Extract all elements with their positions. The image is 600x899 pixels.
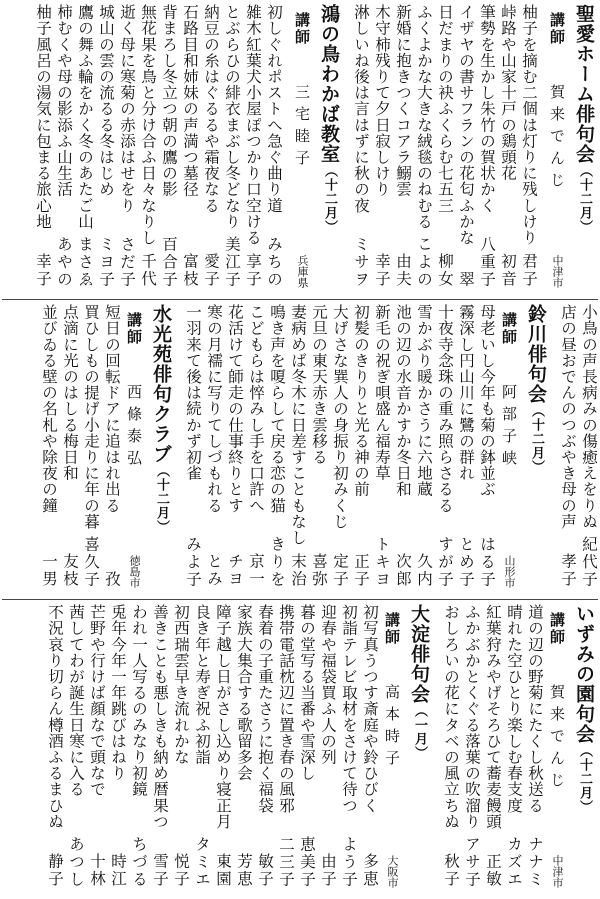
haiku-author: 富枝 — [181, 253, 199, 288]
haiku-author: ミヨ子 — [97, 235, 115, 288]
block-middle — [2, 304, 599, 596]
haiku-text: 城山の雲の流るる冬はじめ — [97, 4, 115, 198]
suikoen-title-text: 水光苑俳句クラブ — [150, 304, 172, 464]
haiku-item — [149, 604, 170, 894]
haiku-author: まさゑ — [76, 235, 94, 288]
haiku-item — [350, 304, 371, 594]
haiku-text: 晴れた空ひとり楽しむ春支度 — [505, 604, 523, 814]
suikoen-city: 徳島市 — [128, 555, 141, 588]
haiku-author: さだ子 — [118, 235, 136, 288]
haiku-author: みちの — [265, 235, 283, 288]
haiku-text: ふかぶかとくぐる落葉の吹溜り — [463, 604, 481, 830]
haiku-item — [413, 4, 434, 294]
haiku-item — [107, 604, 128, 894]
izumi-city: 中津市 — [551, 855, 564, 888]
seiai-title-text: 聖愛ホーム俳句会 — [573, 4, 595, 164]
haiku-text: ふくよかな大きな絨毯のねむる — [415, 4, 433, 230]
haiku-text: 初詣テレビ取材をさけて待つ — [340, 604, 358, 814]
suikoen-instructor-label: 講師 — [125, 312, 143, 346]
izumi-month: （十二月） — [577, 744, 592, 814]
block-bottom — [2, 604, 599, 896]
haiku-item — [413, 304, 434, 594]
haiku-author: タミエ — [193, 835, 211, 888]
haiku-author: 幸子 — [34, 253, 52, 288]
haiku-text: 十夜寺念珠の重み照らさるる — [436, 304, 454, 514]
haiku-author: 美江子 — [223, 235, 241, 288]
suzukawa-city: 山形市 — [503, 555, 516, 588]
haiku-text: こどもらは悴みし手を口許へ — [247, 304, 265, 514]
haiku-author: 柳女 — [436, 253, 454, 288]
haiku-author: アサ子 — [463, 835, 481, 888]
haiku-text: 初写真うつす斎庭や鈴ひびく — [361, 604, 379, 814]
haiku-author: 久内 — [415, 553, 433, 588]
haiku-author: 喜久子 — [82, 535, 100, 588]
oyodo-city: 大阪市 — [386, 855, 399, 888]
haiku-text: 春着の子重たさうに抱く福袋 — [256, 604, 274, 814]
haiku-author: 幸子 — [373, 253, 391, 288]
haiku-author: とめ子 — [457, 535, 475, 588]
haiku-item — [65, 604, 86, 894]
haiku-item — [287, 304, 308, 594]
suzukawa-month: （十二月） — [529, 404, 544, 474]
kounotori-city: 兵庫県 — [296, 255, 309, 288]
haiku-item — [455, 304, 476, 594]
izumi-instructor-label: 講師 — [548, 612, 566, 646]
haiku-text: 柚子を摘む二個は灯りに残しけり — [520, 4, 538, 246]
haiku-author: 十林 — [88, 853, 106, 888]
seiai-title — [569, 4, 599, 294]
haiku-text: 善きことも悪しきも納め暦果つ — [151, 604, 169, 830]
haiku-author: あやの — [55, 235, 73, 288]
seiai-instructor — [545, 4, 569, 294]
oyodo-month: （一月） — [412, 704, 427, 760]
haiku-item — [221, 4, 242, 294]
haiku-item — [128, 604, 149, 894]
haiku-text: 初髪のきりりと光る神の前 — [352, 304, 370, 498]
haiku-author: ナナミ — [526, 835, 544, 888]
haiku-text: 携帯電話枕辺に置き春の風邪 — [277, 604, 295, 814]
haiku-item — [476, 304, 497, 594]
haiku-text: 兎年今年一年跳びはねり — [109, 604, 127, 782]
seiai-month: （十二月） — [577, 164, 592, 234]
haiku-author: 正敏 — [484, 853, 502, 888]
haiku-author: 喜弥 — [310, 553, 328, 588]
haiku-item — [371, 4, 392, 294]
suikoen-instructor — [122, 304, 146, 594]
haiku-text: 筆勢を生かし朱竹の賀状かく — [478, 4, 496, 214]
kounotori-instructor-label: 講師 — [293, 12, 311, 46]
haiku-item — [245, 304, 266, 594]
haiku-text: 小鳥の声長病みの傷癒えをりぬ — [580, 304, 598, 530]
kounotori-month: （十二月） — [322, 164, 337, 234]
kounotori-instructor-name: 三宅睦子 — [293, 84, 311, 172]
seiai-instructor-name: 賀来でんじ — [548, 84, 566, 194]
haiku-text: 柿むくや母の影添ふ山生活 — [55, 4, 73, 198]
haiku-text: 鷹の舞ふ輪をかく冬のあたご山 — [76, 4, 94, 230]
haiku-item — [557, 304, 578, 594]
haiku-author: 初音 — [499, 253, 517, 288]
haiku-text: 妻病めば冬木に日差すこともなし — [289, 304, 307, 546]
haiku-text: 元旦の東天赤き雲移る — [310, 304, 328, 465]
haiku-author: ミサヲ — [352, 235, 370, 288]
haiku-item — [116, 4, 137, 294]
haiku-author: カズエ — [505, 835, 523, 888]
haiku-author: 末治 — [289, 553, 307, 588]
haiku-author: 紀代子 — [580, 535, 598, 588]
haiku-text: 店の昼おでんのつぶやき母の声 — [559, 304, 577, 530]
haiku-text: 池の辺の水音かすか冬日和 — [394, 304, 412, 498]
haiku-author: 愛子 — [202, 253, 220, 288]
haiku-item — [233, 604, 254, 894]
haiku-text: 良き年と寿ぎ祝ふ初詣 — [193, 604, 211, 765]
haiku-item — [32, 4, 53, 294]
haiku-item — [53, 4, 74, 294]
suzukawa-title — [521, 304, 551, 594]
haiku-item — [59, 304, 80, 594]
haiku-text: 淋しいね後は言はずに秋の夜 — [352, 4, 370, 214]
haiku-item — [182, 304, 203, 594]
suzukawa-instructor-name: 阿部子峡 — [500, 384, 518, 472]
haiku-author: 秋子 — [442, 853, 460, 888]
haiku-text: 大げさな巽人の身振り初みくじ — [331, 304, 349, 530]
haiku-item — [44, 604, 65, 894]
haiku-item — [200, 4, 221, 294]
haiku-text: 寒の月襦に写りてしづもれる — [205, 304, 223, 514]
haiku-text: 点滴に光のはしる梅日和 — [61, 304, 79, 482]
haiku-item — [578, 304, 599, 594]
haiku-item — [95, 4, 116, 294]
haiku-author: 翠 — [457, 270, 475, 288]
haiku-text: 無花果を鳥と分け合ふ日々なりし — [139, 4, 157, 246]
haiku-item — [224, 304, 245, 594]
haiku-author: 友枝 — [61, 553, 79, 588]
oyodo-instructor — [380, 604, 404, 894]
haiku-item — [275, 604, 296, 894]
haiku-author: 定子 — [331, 553, 349, 588]
haiku-author: 由子 — [319, 853, 337, 888]
haiku-author: 悦子 — [172, 853, 190, 888]
haiku-author: こよの — [415, 235, 433, 288]
haiku-author: 百合子 — [160, 235, 178, 288]
haiku-item — [191, 604, 212, 894]
haiku-text: 納豆の糸はぐるるや霜夜なる — [202, 4, 220, 214]
haiku-text: 霧深し円山川に鷺の群れ — [457, 304, 475, 482]
haiku-text: 不況哀り切らん樽酒ふるまひぬ — [46, 604, 64, 830]
haiku-author: すが子 — [436, 535, 454, 588]
haiku-author: 雪子 — [151, 853, 169, 888]
haiku-item — [461, 604, 482, 894]
haiku-text: 並びゐる壁の名札や除夜の鐘 — [40, 304, 58, 514]
haiku-text: 紅葉狩みやげそろひて蕎麦饅頭 — [484, 604, 502, 830]
haiku-author: 君子 — [520, 253, 538, 288]
haiku-item — [263, 4, 284, 294]
haiku-text: 初西瑞雲早き流れかな — [172, 604, 190, 765]
suikoen-instructor-name: 西條泰弘 — [125, 384, 143, 472]
haiku-text: 買ひしもの提げ小走りに年の暮 — [82, 304, 100, 530]
haiku-author: 次郎 — [394, 553, 412, 588]
haiku-author: あつし — [67, 835, 85, 888]
haiku-author: 芳恵 — [235, 853, 253, 888]
izumi-title — [569, 604, 599, 894]
kounotori-instructor — [290, 4, 314, 294]
haiku-author: 多恵 — [361, 853, 379, 888]
oyodo-title-text: 大淀俳句会 — [408, 604, 430, 704]
oyodo-instructor-name: 高本時子 — [383, 684, 401, 772]
haiku-item — [455, 4, 476, 294]
haiku-item — [371, 304, 392, 594]
haiku-item — [440, 604, 461, 894]
haiku-text: 新婚に抱きつくコアラ鰯雲 — [394, 4, 412, 198]
haiku-item — [392, 4, 413, 294]
haiku-text: 日だまりの袂ふくらむ七五三 — [436, 4, 454, 214]
haiku-item — [242, 4, 263, 294]
haiku-author: みよ子 — [184, 535, 202, 588]
haiku-item — [308, 304, 329, 594]
haiku-item — [524, 604, 545, 894]
haiku-text: 家族大集合する歌留多会 — [235, 604, 253, 782]
haiku-author: よう子 — [340, 835, 358, 888]
haiku-text: 柚子風呂の湯気に包まる旅心地 — [34, 4, 52, 230]
haiku-text: 初しぐれポストへ急ぐ曲り道 — [265, 4, 283, 214]
kounotori-title — [314, 4, 344, 294]
seiai-instructor-label: 講師 — [548, 12, 566, 46]
haiku-text: われ一人写るのみなり初鏡 — [130, 604, 148, 798]
haiku-item — [80, 304, 101, 594]
haiku-text: 道の辺の野菊にたくし秋送る — [526, 604, 544, 814]
haiku-text: 一羽来て後は続かず初雀 — [184, 304, 202, 482]
haiku-item — [434, 4, 455, 294]
suzukawa-title-text: 鈴川俳句会 — [525, 304, 547, 404]
suzukawa-instructor-label: 講師 — [500, 312, 518, 346]
haiku-author: きりを — [268, 535, 286, 588]
haiku-item — [359, 604, 380, 894]
haiku-text: 鳴き声を嗄らして戻る恋の猫 — [268, 304, 286, 514]
haiku-text: おしろいの花にタベの風立ちぬ — [442, 604, 460, 830]
haiku-item — [350, 4, 371, 294]
haiku-item — [296, 604, 317, 894]
haiku-text: 雪かぶり暖かさうに六地蔵 — [415, 304, 433, 498]
haiku-text: 迎春や福袋買ふ人の列 — [319, 604, 337, 765]
haiku-author: 正子 — [352, 553, 370, 588]
haiku-text: 峠路や山家十戸の鶏頭花 — [499, 4, 517, 182]
izumi-instructor-name: 賀来でんじ — [548, 684, 566, 794]
haiku-text: 背まろし冬立つ朝の鷹の影 — [160, 4, 178, 198]
haiku-item — [476, 4, 497, 294]
haiku-item — [317, 604, 338, 894]
haiku-item — [518, 4, 539, 294]
haiku-author: 敏子 — [256, 853, 274, 888]
block-top — [2, 4, 599, 296]
haiku-text: 花活けて師走の仕事終りとす — [226, 304, 244, 514]
kounotori-title-text: 鴻の鳥わかば教室 — [318, 4, 340, 164]
seiai-city: 中津市 — [551, 255, 564, 288]
haiku-text: 短日の回転ドアに追はれ出る — [103, 304, 121, 514]
izumi-title-text: いずみの園句会 — [573, 604, 595, 744]
haiku-text: イザヤの書サフランの花匂ふかな — [457, 4, 475, 246]
haiku-item — [203, 304, 224, 594]
suikoen-title — [146, 304, 176, 594]
suzukawa-instructor — [497, 304, 521, 594]
suikoen-month: （十二月） — [154, 464, 169, 534]
haiku-text: 障子越し日がさし込めり寝正月 — [214, 604, 232, 830]
haiku-author: とみ — [205, 553, 223, 588]
haiku-author: 享子 — [244, 253, 262, 288]
oyodo-instructor-label: 講師 — [383, 612, 401, 646]
haiku-item — [392, 304, 413, 594]
haiku-text: 母老いし今年も菊の鉢並ぶ — [478, 304, 496, 498]
haiku-item — [434, 304, 455, 594]
haiku-item — [338, 604, 359, 894]
haiku-author: 時江 — [109, 853, 127, 888]
haiku-author: 千代 — [139, 253, 157, 288]
haiku-author: 京一 — [247, 553, 265, 588]
haiku-item — [266, 304, 287, 594]
haiku-author: 八重子 — [478, 235, 496, 288]
haiku-text: 芒野や行けば顔なで頭なで — [88, 604, 106, 798]
haiku-item — [38, 304, 59, 594]
haiku-item — [170, 604, 191, 894]
haiku-item — [158, 4, 179, 294]
haiku-author: 恵美子 — [298, 835, 316, 888]
haiku-item — [503, 604, 524, 894]
oyodo-title — [404, 604, 434, 894]
haiku-author: 東園 — [214, 853, 232, 888]
haiku-item — [254, 604, 275, 894]
haiku-author: 静子 — [46, 853, 64, 888]
haiku-author: チヨ — [226, 553, 244, 588]
haiku-author: 二三子 — [277, 835, 295, 888]
haiku-item — [212, 604, 233, 894]
haiku-text: 新毛の祝ぎ唄盛ん福寿草 — [373, 304, 391, 482]
haiku-author: はる子 — [478, 535, 496, 588]
haiku-author: 一男 — [40, 553, 58, 588]
izumi-instructor — [545, 604, 569, 894]
haiku-text: とぶらひの緋衣まぶし冬どなり — [223, 4, 241, 230]
haiku-text: 木守柿残りて夕日寂しけり — [373, 4, 391, 198]
haiku-item — [86, 604, 107, 894]
divider — [2, 299, 598, 300]
haiku-author: 由夫 — [394, 253, 412, 288]
haiku-text: 雑木紅葉犬小屋ぽつかり口空ける — [244, 4, 262, 246]
haiku-text: 暮の堂写る当番や雪深し — [298, 604, 316, 782]
haiku-author: トキヨ — [373, 535, 391, 588]
haiku-item — [74, 4, 95, 294]
haiku-author: ちづる — [130, 835, 148, 888]
haiku-text: 逝く母に寒菊の赤添はせをり — [118, 4, 136, 214]
haiku-item — [101, 304, 122, 594]
haiku-text: 茜してわが誕生日寒に入る — [67, 604, 85, 798]
divider — [2, 599, 598, 600]
haiku-item — [179, 4, 200, 294]
haiku-item — [482, 604, 503, 894]
haiku-author: 孜 — [103, 570, 121, 588]
haiku-item — [329, 304, 350, 594]
haiku-text: 石路目和姉妹の声満つ墓径 — [181, 4, 199, 198]
haiku-item — [497, 4, 518, 294]
haiku-author: 孝子 — [559, 553, 577, 588]
haiku-item — [137, 4, 158, 294]
